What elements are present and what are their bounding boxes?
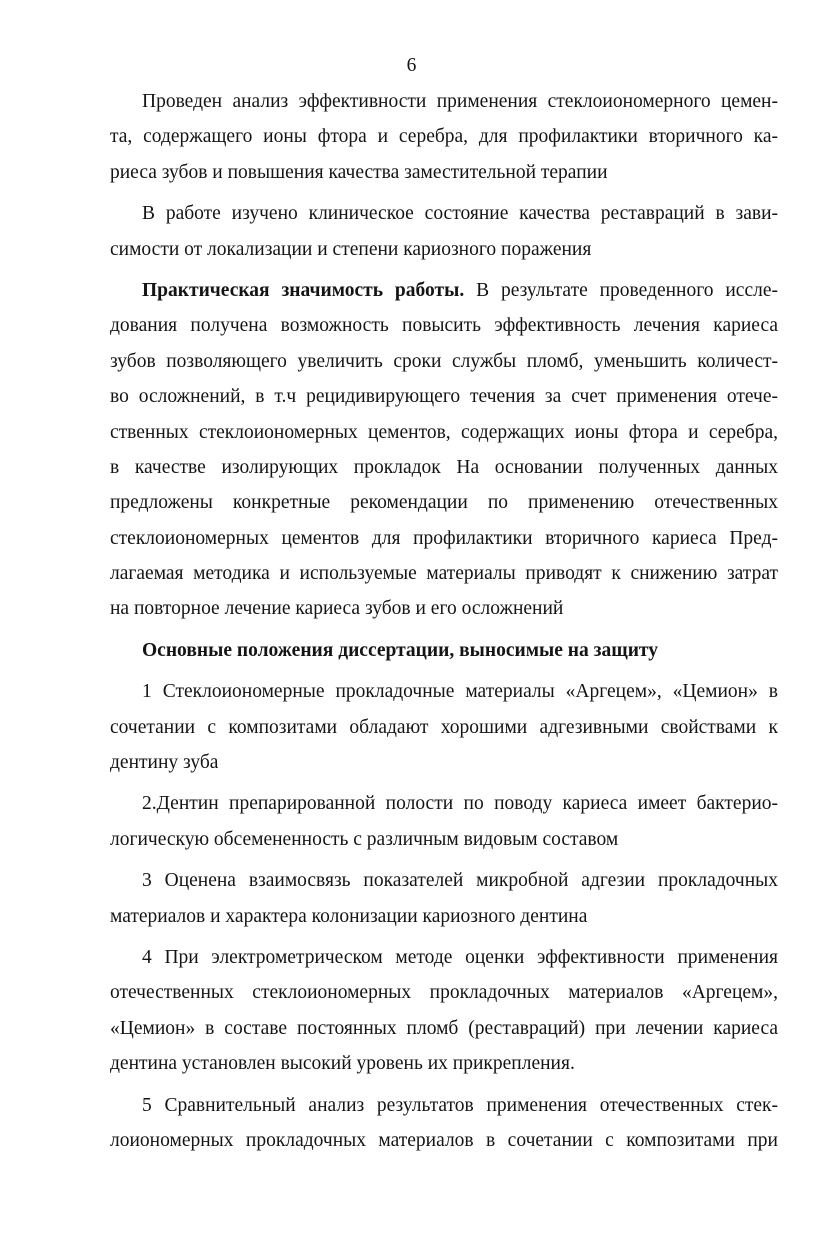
- text-line: дентина установлен высокий уровень их прикрепления.: [110, 1053, 575, 1075]
- text-line: лоиономерных прокладочных материалов в сочетании с композитами при: [110, 1129, 778, 1151]
- text-line: в качестве изолирующих прокладок На основании полученных данных: [110, 456, 778, 478]
- paragraph-practical-significance: [110, 273, 778, 627]
- text-line: материалов и характера колонизации кариозного дентина: [110, 905, 588, 927]
- text-line: та, содержащего ионы фтора и серебра, для профилактики вторичного ка-: [110, 126, 778, 148]
- page-number: 6: [406, 55, 417, 76]
- text-line: отечественных стеклоиономерных прокладочных материалов «Аргецем»,: [110, 982, 778, 1004]
- main-provisions-heading: Основные положения диссертации, выносимые на защиту: [142, 639, 659, 661]
- text-line: дования получена возможность повысить эффективность лечения кариеса: [110, 315, 778, 337]
- text-line: 3 Оценена взаимосвязь показателей микробной адгезии прокладочных: [142, 870, 778, 892]
- text-line: дентину зуба: [110, 752, 219, 774]
- paragraph-clinical-state: [110, 196, 778, 267]
- text-line: Проведен анализ эффективности применения стеклоиономерного цемен-: [142, 91, 778, 112]
- text-line: 5 Сравнительный анализ результатов применения отечественных стек-: [142, 1094, 778, 1116]
- provision-3: [110, 863, 778, 934]
- text-line: на повторное лечение кариеса зубов и его осложнений: [110, 598, 564, 620]
- text-line: зубов позволяющего увеличить сроки службы пломб, уменьшить количест-: [110, 350, 778, 372]
- text-line: предложены конкретные рекомендации по применению отечественных: [110, 492, 778, 514]
- text-line: сочетании с композитами обладают хорошими адгезивными свойствами к: [110, 716, 778, 738]
- provision-2: [110, 786, 778, 857]
- text-line: ственных стеклоиономерных цементов, содержащих ионы фтора и серебра,: [110, 421, 778, 443]
- text-line: «Цемион» в составе постоянных пломб (реставраций) при лечении кариеса: [110, 1017, 778, 1039]
- text-line: лагаемая методика и используемые материалы приводят к снижению затрат: [110, 563, 778, 585]
- practical-significance-heading: Практическая значимость работы.: [142, 279, 465, 301]
- text-line: [110, 273, 778, 308]
- text-line: риеса зубов и повышения качества заместительной терапии: [110, 161, 608, 183]
- text-line: логическую обсемененность с различным видовым составом: [110, 828, 619, 850]
- document-body: [110, 84, 778, 1164]
- text-line: 2.Дентин препарированной полости по поводу кариеса имеет бактерио-: [142, 793, 778, 815]
- paragraph-analysis: [110, 84, 778, 190]
- provision-5: [110, 1088, 778, 1159]
- text-line: 4 При электрометрическом методе оценки эффективности применения: [142, 946, 778, 968]
- text-line: стеклоиономерных цементов для профилактики вторичного кариеса Пред-: [110, 527, 778, 549]
- text-line: В работе изучено клиническое состояние качества реставраций в зави-: [142, 203, 778, 225]
- text-line: во осложнений, в т.ч рецидивирующего течения за счет применения отече-: [110, 386, 778, 408]
- provision-1: [110, 674, 778, 780]
- provision-4: [110, 940, 778, 1082]
- paragraph-main-provisions-heading: [110, 633, 778, 668]
- text-fragment: В результате проведенного иссле-: [464, 279, 778, 301]
- text-line: симости от локализации и степени кариозного поражения: [110, 238, 592, 260]
- text-line: 1 Стеклоиономерные прокладочные материалы «Аргецем», «Цемион» в: [142, 681, 778, 703]
